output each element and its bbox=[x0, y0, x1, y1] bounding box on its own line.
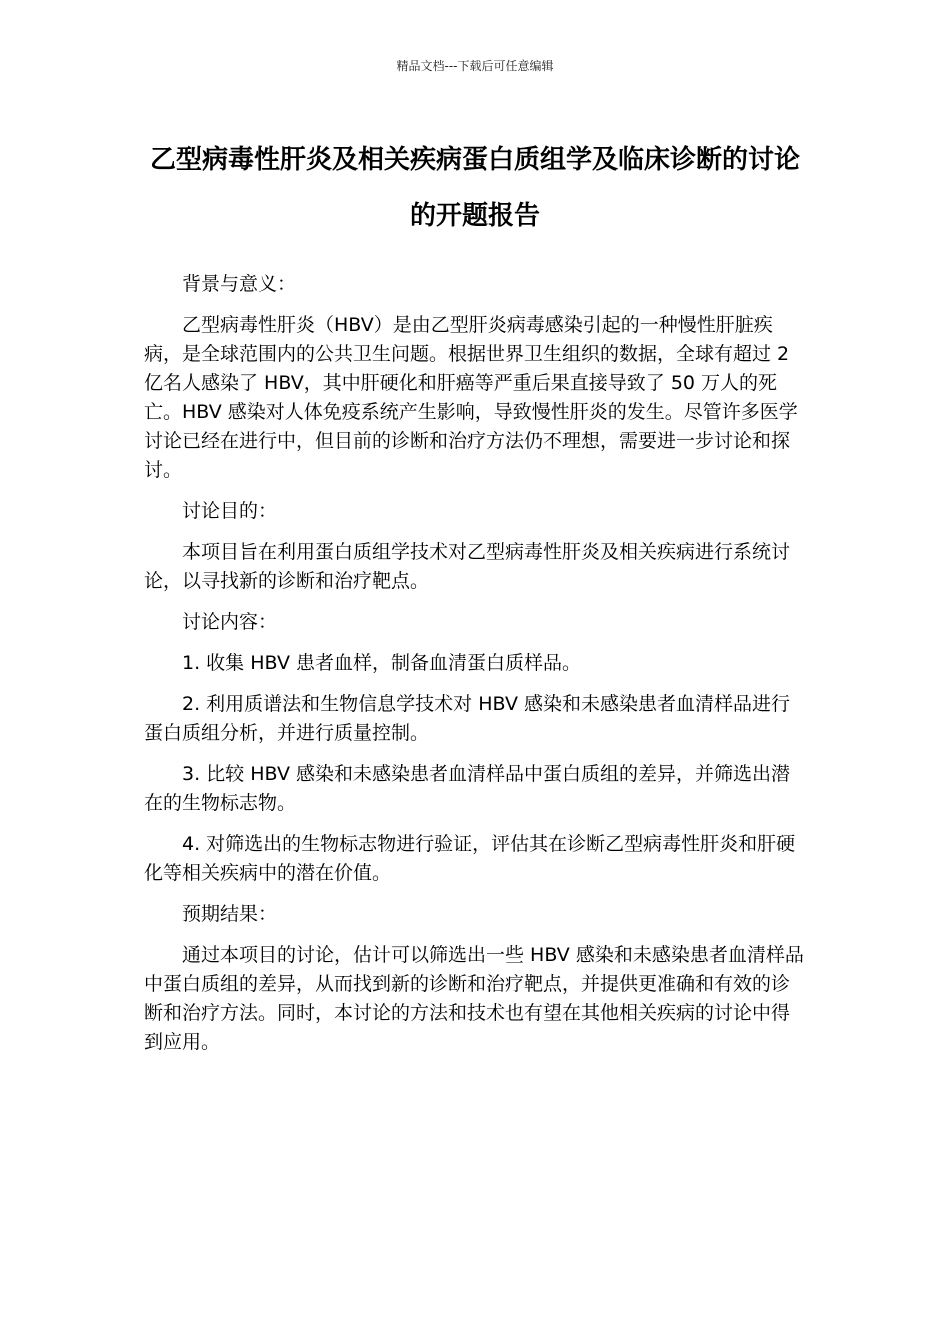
document-body bbox=[144, 270, 808, 1069]
section-heading-content: 讨论内容： bbox=[182, 611, 278, 633]
paragraph-background: 乙型病毒性肝炎（HBV）是由乙型肝炎病毒感染引起的一种慢性肝脏疾病，是全球范围内的公共卫生问题。根据世界卫生组织的数据，全球有超过 2 亿名人感染了 HBV，其中肝硬化和肝癌等严重后果直接导致了 50 万人的死亡。HBV 感染对人体免疫系统产生影响，导致慢性肝炎的发生。尽管许多医学讨论已经在进行中，但目前的诊断和治疗方法仍不理想，需要进一步讨论和探讨。 bbox=[144, 314, 798, 481]
content-item-1: 1. 收集 HBV 患者血样，制备血清蛋白质样品。 bbox=[182, 652, 581, 674]
section-heading-purpose: 讨论目的： bbox=[182, 500, 278, 522]
document-title: 乙型病毒性肝炎及相关疾病蛋白质组学及临床诊断的讨论的开题报告 bbox=[149, 145, 800, 231]
content-item-3: 3. 比较 HBV 感染和未感染患者血清样品中蛋白质组的差异，并筛选出潜在的生物标志物。 bbox=[144, 763, 790, 814]
page-header: 精品文档---下载后可任意编辑 bbox=[396, 59, 554, 73]
content-item-2: 2. 利用质谱法和生物信息学技术对 HBV 感染和未感染患者血清样品进行蛋白质组分析，并进行质量控制。 bbox=[144, 693, 790, 744]
section-heading-background: 背景与意义： bbox=[182, 273, 297, 295]
paragraph-purpose: 本项目旨在利用蛋白质组学技术对乙型病毒性肝炎及相关疾病进行系统讨论，以寻找新的诊断和治疗靶点。 bbox=[144, 541, 791, 592]
content-item-4: 4. 对筛选出的生物标志物进行验证，评估其在诊断乙型病毒性肝炎和肝硬化等相关疾病中的潜在价值。 bbox=[144, 833, 796, 884]
paragraph-expected-results: 通过本项目的讨论，估计可以筛选出一些 HBV 感染和未感染患者血清样品中蛋白质组的差异，从而找到新的诊断和治疗靶点，并提供更准确和有效的诊断和治疗方法。同时，本讨论的方法和技术也有望在其他相关疾病的讨论中得到应用。 bbox=[144, 944, 804, 1053]
section-heading-expected-results: 预期结果： bbox=[182, 903, 278, 925]
